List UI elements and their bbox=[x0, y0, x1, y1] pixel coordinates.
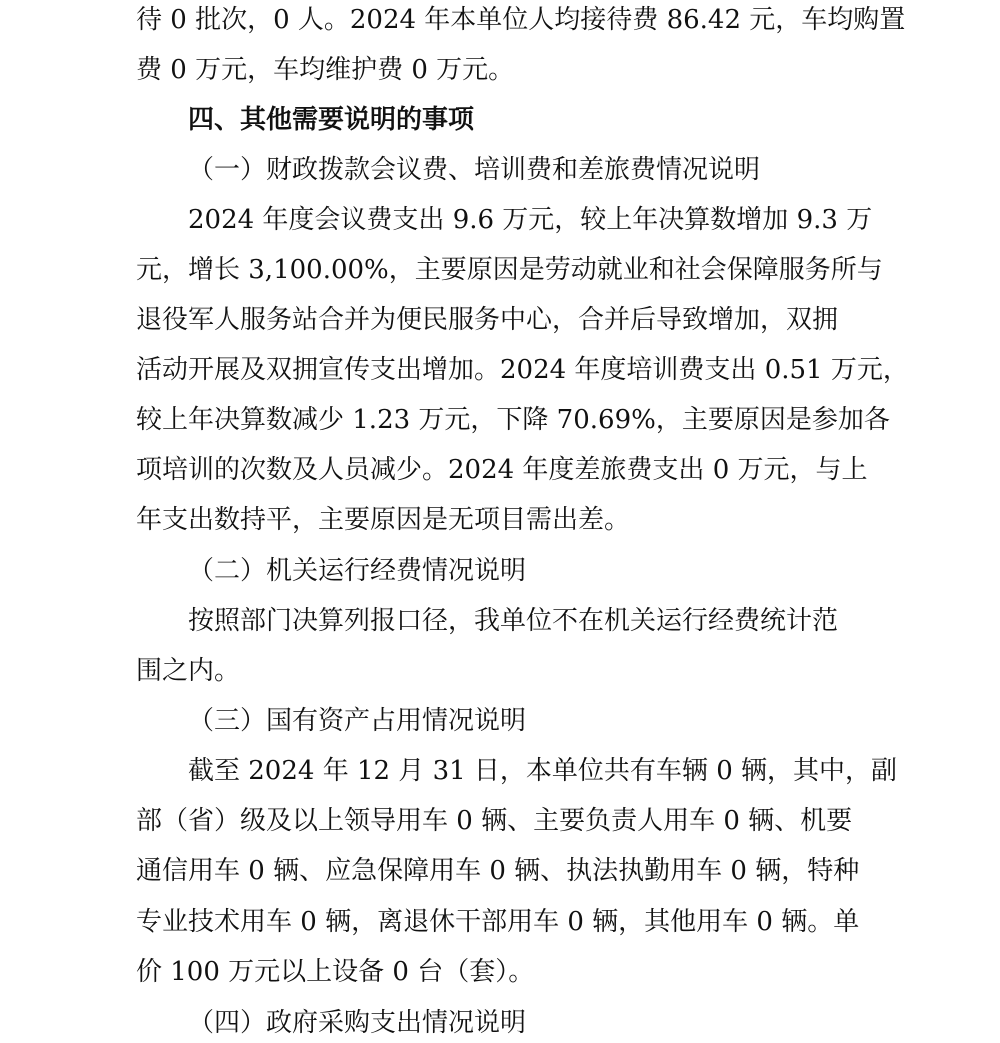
text-line bbox=[0, 450, 1000, 490]
text-line-content: 项培训的次数及人员减少。2024 年度差旅费支出 0 万元，与上 bbox=[136, 455, 868, 485]
section-heading-text: 四、其他需要说明的事项 bbox=[188, 105, 475, 135]
subsection-heading-text: （二）机关运行经费情况说明 bbox=[188, 556, 527, 586]
text-line bbox=[0, 801, 1000, 841]
text-line-content: 活动开展及双拥宣传支出增加。2024 年度培训费支出 0.51 万元， bbox=[136, 355, 909, 385]
subsection-heading bbox=[0, 701, 1000, 741]
subsection-heading-text: （一）财政拨款会议费、培训费和差旅费情况说明 bbox=[188, 155, 761, 185]
text-line-content: 专业技术用车 0 辆，离退休干部用车 0 辆，其他用车 0 辆。单 bbox=[136, 907, 860, 937]
text-line-content: 价 100 万元以上设备 0 台（套）。 bbox=[136, 957, 535, 987]
subsection-heading-text: （四）政府采购支出情况说明 bbox=[188, 1008, 527, 1038]
text-line bbox=[0, 250, 1000, 290]
text-line bbox=[0, 851, 1000, 891]
text-line-content: 较上年决算数减少 1.23 万元，下降 70.69%，主要原因是参加各 bbox=[136, 405, 890, 435]
text-line bbox=[0, 0, 1000, 40]
text-line bbox=[0, 50, 1000, 90]
text-line-content: 部（省）级及以上领导用车 0 辆、主要负责人用车 0 辆、机要 bbox=[136, 806, 853, 836]
text-line bbox=[0, 902, 1000, 942]
text-line bbox=[0, 751, 1000, 791]
text-line-content: 元，增长 3,100.00%，主要原因是劳动就业和社会保障服务所与 bbox=[136, 255, 883, 285]
text-line bbox=[0, 200, 1000, 240]
subsection-heading-text: （三）国有资产占用情况说明 bbox=[188, 706, 527, 736]
subsection-heading bbox=[0, 1003, 1000, 1043]
subsection-heading bbox=[0, 150, 1000, 190]
section-heading bbox=[0, 100, 1000, 140]
subsection-heading bbox=[0, 551, 1000, 591]
text-line bbox=[0, 952, 1000, 992]
text-line bbox=[0, 350, 1000, 390]
text-line bbox=[0, 651, 1000, 691]
text-line bbox=[0, 500, 1000, 540]
text-line-content: 围之内。 bbox=[136, 656, 241, 686]
text-line bbox=[0, 300, 1000, 340]
text-line-content: 按照部门决算列报口径，我单位不在机关运行经费统计范 bbox=[188, 606, 839, 636]
text-line-content: 年支出数持平，主要原因是无项目需出差。 bbox=[136, 505, 631, 535]
text-line bbox=[0, 400, 1000, 440]
text-line-content: 通信用车 0 辆、应急保障用车 0 辆、执法执勤用车 0 辆，特种 bbox=[136, 856, 860, 886]
text-line-content: 退役军人服务站合并为便民服务中心，合并后导致增加，双拥 bbox=[136, 305, 839, 335]
text-line-content: 待 0 批次，0 人。2024 年本单位人均接待费 86.42 元，车均购置 bbox=[136, 5, 906, 35]
text-line-content: 2024 年度会议费支出 9.6 万元，较上年决算数增加 9.3 万 bbox=[188, 205, 873, 235]
text-line bbox=[0, 601, 1000, 641]
text-line-content: 费 0 万元，车均维护费 0 万元。 bbox=[136, 55, 515, 85]
text-line-content: 截至 2024 年 12 月 31 日，本单位共有车辆 0 辆，其中，副 bbox=[188, 756, 897, 786]
